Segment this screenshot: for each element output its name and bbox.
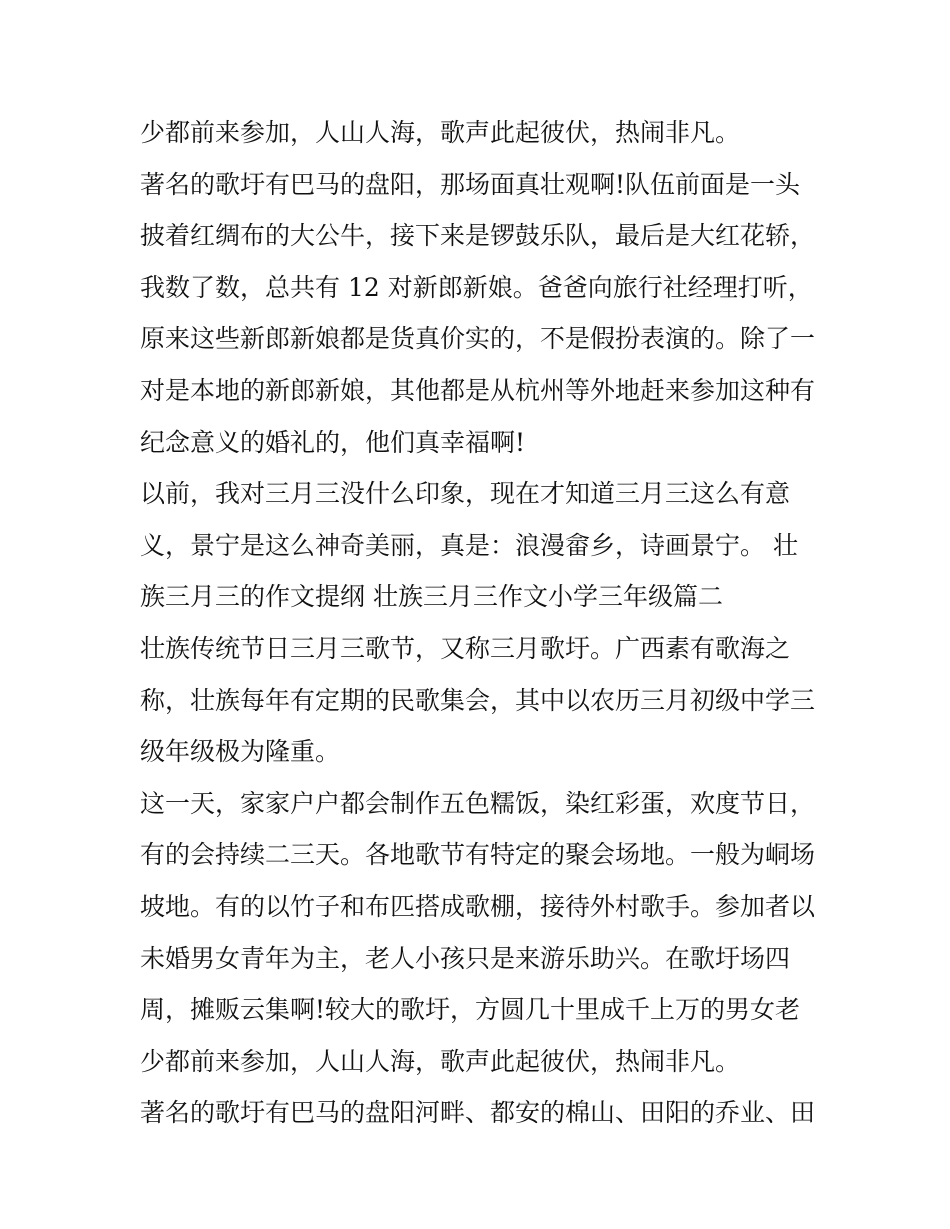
text-line: 坡地。有的以竹子和布匹搭成歌棚，接待外村歌手。参加者以 <box>140 891 816 921</box>
text-line: 族三月三的作文提纲 壮族三月三作文小学三年级篇二 <box>140 582 723 612</box>
text-line: 称，壮族每年有定期的民歌集会，其中以农历三月初级中学三 <box>140 685 816 715</box>
text-line: 少都前来参加，人山人海，歌声此起彼伏，热闹非凡。 <box>140 1046 741 1076</box>
text-line: 著名的歌圩有巴马的盘阳，那场面真壮观啊!队伍前面是一头 <box>140 169 801 199</box>
text-line: 少都前来参加，人山人海，歌声此起彼伏，热闹非凡。 <box>140 118 741 147</box>
text-line: 周，摊贩云集啊!较大的歌圩，方圆几十里成千上万的男女老 <box>140 995 801 1025</box>
text-line: 以前，我对三月三没什么印象，现在才知道三月三这么有意 <box>140 479 791 509</box>
text-line: 我数了数，总共有 12 对新郎新娘。爸爸向旅行社经理打听， <box>140 272 813 302</box>
text-line: 对是本地的新郎新娘，其他都是从杭州等外地赶来参加这种有 <box>140 375 816 405</box>
text-line: 未婚男女青年为主，老人小孩只是来游乐助兴。在歌圩场四 <box>140 943 791 973</box>
text-line: 纪念意义的婚礼的，他们真幸福啊! <box>140 427 526 457</box>
text-line: 级年级极为隆重。 <box>140 737 341 767</box>
text-line: 这一天，家家户户都会制作五色糯饭，染红彩蛋，欢度节日， <box>140 788 816 818</box>
text-line: 有的会持续二三天。各地歌节有特定的聚会场地。一般为峒场 <box>140 840 816 870</box>
text-line: 著名的歌圩有巴马的盘阳河畔、都安的棉山、田阳的乔业、田 <box>140 1098 816 1128</box>
document-text-body <box>140 107 820 1139</box>
text-line: 义，景宁是这么神奇美丽，真是：浪漫畲乡，诗画景宁。 壮 <box>140 530 798 560</box>
text-line: 披着红绸布的大公牛，接下来是锣鼓乐队，最后是大红花轿， <box>140 221 816 251</box>
text-line: 原来这些新郎新娘都是货真价实的，不是假扮表演的。除了一 <box>140 324 816 354</box>
text-line: 壮族传统节日三月三歌节，又称三月歌圩。广西素有歌海之 <box>140 633 791 663</box>
